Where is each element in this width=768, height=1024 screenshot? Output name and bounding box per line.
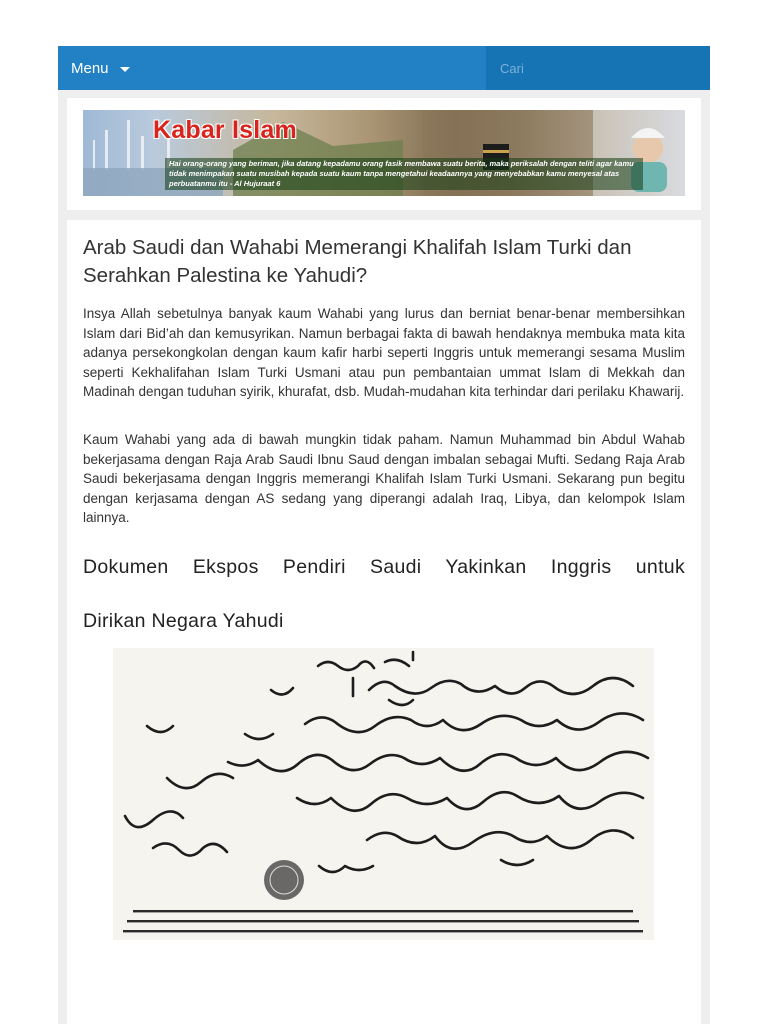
top-navbar [58, 46, 710, 90]
section-heading-continued: Dirikan Negara Yahudi [83, 610, 284, 632]
header-card [67, 98, 701, 210]
post-title: Arab Saudi dan Wahabi Memerangi Khalifah Islam Turki dan Serahkan Palestina ke Yahudi? [83, 236, 632, 287]
banner-caption: Hai orang-orang yang beriman, jika datang kepadamu orang fasik membawa suatu berita, maka periksalah dengan teliti agar kamu tidak menimpakan suatu musibah kepada suatu kaum tanpa mengetahui keadaannya yang menyebabkan kamu menyesal atas perbuatanmu itu - Al Hujuraat 6 [165, 158, 643, 190]
caret-down-icon [120, 67, 130, 72]
site-banner[interactable] [83, 110, 685, 196]
article-paragraph: Kaum Wahabi yang ada di bawah mungkin tidak paham. Namun Muhammad bin Abdul Wahab bekerjasama dengan Raja Arab Saudi Ibnu Saud dengan imbalan sebagai Mufti. Sedang Raja Arab Saudi bekerjasama dengan Inggris memerangi Khalifah Islam Turki Usmani. Sekarang pun begitu dengan kerjasama dengan AS sedang yang diperangi adalah Iraq, Libya, dan kelompok Islam lainnya. [83, 432, 685, 525]
menu-label: Menu [71, 59, 109, 77]
page-container [58, 46, 710, 1024]
search-box [486, 46, 710, 90]
article-paragraph: Insya Allah sebetulnya banyak kaum Wahabi yang lurus dan berniat benar-benar membersihkan Islam dari Bid’ah dan kemusyrikan. Namun berbagai fakta di bawah hendaknya membuka mata kita adanya persekongkolan dengan kaum kafir harbi seperti Inggris untuk memerangi sesama Muslim seperti Kekhalifahan Islam Turki Usmani atau pun pembantaian ummat Islam di Mekkah dan Madinah dengan tuduhan syirik, khurafat, dsb. Mudah-mudahan kita terhindar dari perilaku Khawarij. [83, 306, 685, 399]
menu-button[interactable] [58, 46, 486, 90]
historical-document-image [113, 648, 654, 940]
banner-title: Kabar Islam [153, 116, 297, 144]
section-heading: Dokumen Ekspos Pendiri Saudi Yakinkan Inggris untuk [83, 556, 685, 578]
handwritten-letter-scan [113, 648, 654, 940]
article-card [67, 220, 701, 1024]
search-input[interactable] [498, 60, 698, 77]
